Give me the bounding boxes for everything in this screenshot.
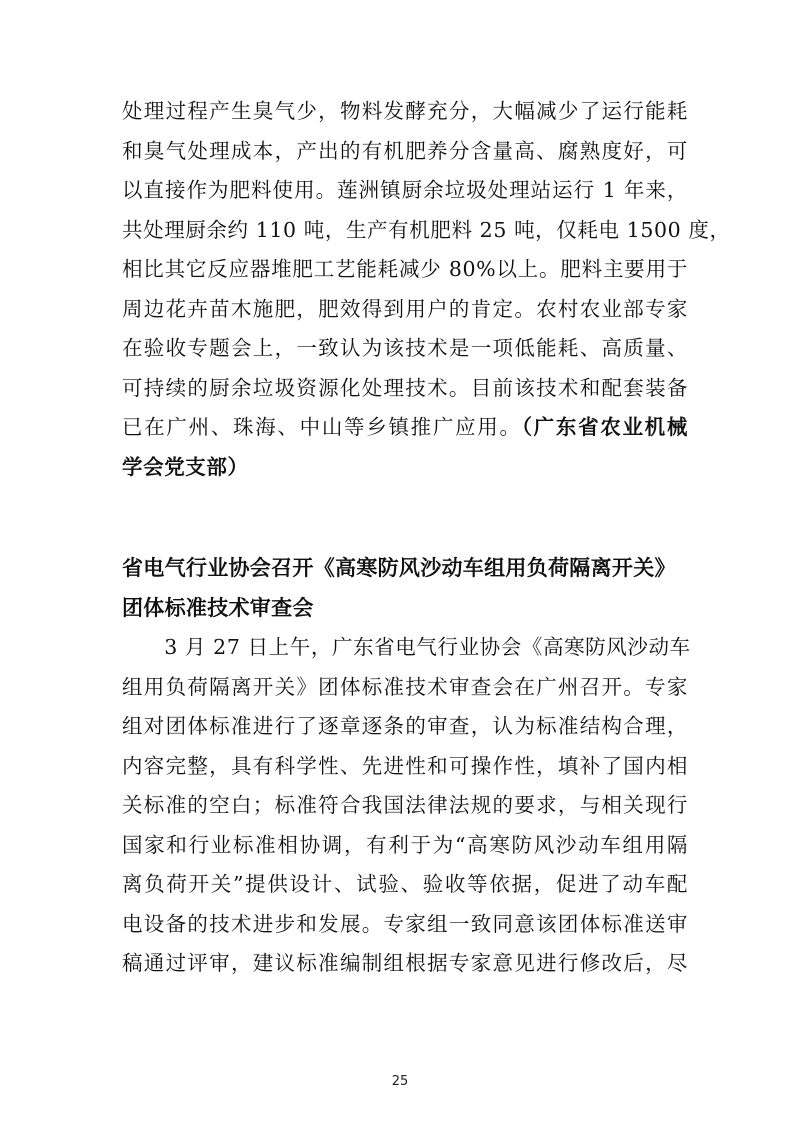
text-line: 和臭气处理成本，产出的有机肥养分含量高、腐熟度好，可 (122, 138, 688, 163)
text-line: 组用负荷隔离开关》团体标准技术审查会在广州召开。专家 (122, 674, 688, 699)
text-line: 可持续的厨余垃圾资源化处理技术。目前该技术和配套装备 (122, 375, 688, 400)
heading-line: 团体标准技术审查会 (122, 595, 314, 620)
text-line: 处理过程产生臭气少，物料发酵充分，大幅减少了运行能耗 (122, 99, 688, 123)
text-line: 关标准的空白；标准符合我国法律法规的要求，与相关现行 (122, 793, 688, 817)
heading-line: 省电气行业协会召开《高寒防风沙动车组用负荷隔离开关》 (122, 556, 676, 580)
text-run: 已在广州、珠海、中山等乡镇推广应用。 (122, 415, 522, 439)
article-heading (122, 549, 688, 628)
paragraph-standard-review (122, 628, 691, 984)
text-line: 周边花卉苗木施肥，肥效得到用户的肯定。农村农业部专家 (122, 296, 688, 321)
text-line: 稿通过评审，建议标准编制组根据专家意见进行修改后，尽 (122, 951, 688, 975)
text-line: 以直接作为肥料使用。莲洲镇厨余垃圾处理站运行 1 年来， (122, 178, 688, 202)
text-line: 相比其它反应器堆肥工艺能耗减少 80%以上。肥料主要用于 (122, 257, 688, 281)
text-line: 共处理厨余约 110 吨，生产有机肥料 25 吨，仅耗电 1500 度， (122, 217, 731, 242)
document-page (122, 92, 731, 984)
source-attribution-continued: 学会党支部） (122, 454, 249, 479)
text-line: 3 月 27 日上午，广东省电气行业协会《高寒防风沙动车 (122, 635, 691, 659)
text-line: 内容完整，具有科学性、先进性和可操作性，填补了国内相 (122, 753, 688, 778)
text-line: 在验收专题会上，一致认为该技术是一项低能耗、高质量、 (122, 336, 688, 360)
text-line: 组对团体标准进行了逐章逐条的审查，认为标准结构合理， (122, 714, 688, 738)
page-number: 25 (391, 1074, 409, 1089)
source-attribution: （广东省农业机械 (521, 415, 688, 439)
paragraph-compost-report (122, 92, 731, 487)
text-line: 国家和行业标准相协调，有利于为“高寒防风沙动车组用隔 (122, 832, 688, 857)
text-line: 离负荷开关”提供设计、试验、验收等依据，促进了动车配 (122, 872, 688, 896)
text-line: 电设备的技术进步和发展。专家组一致同意该团体标准送审 (122, 911, 688, 936)
text-line-with-source (122, 408, 688, 448)
